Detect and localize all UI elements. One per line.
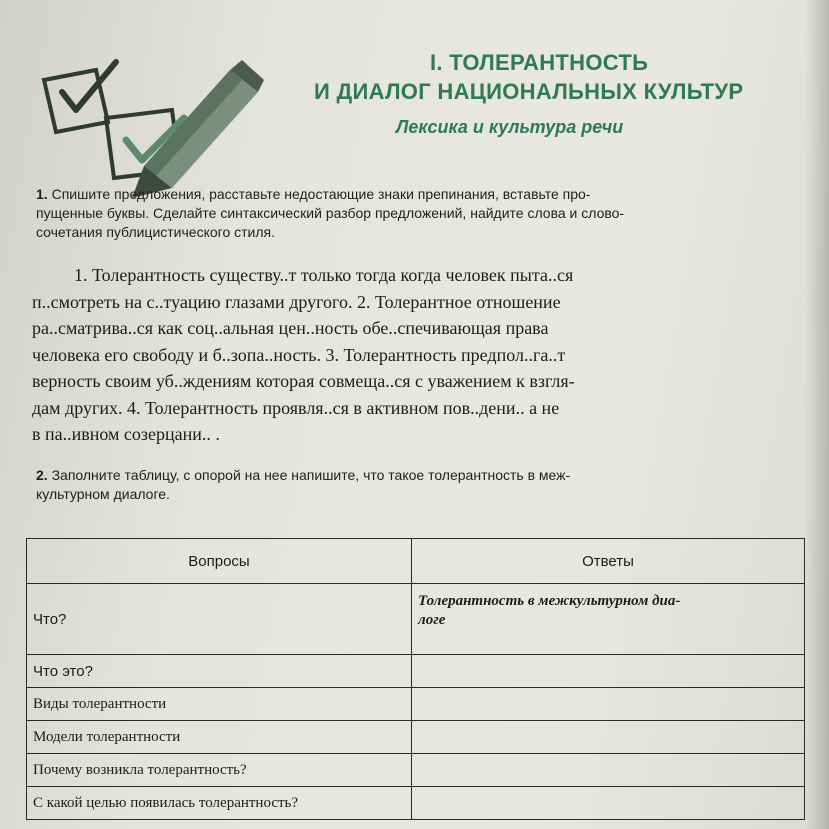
- answer-cell[interactable]: [412, 721, 805, 754]
- answer-cell[interactable]: [412, 655, 805, 688]
- section-title: Лексика и культура речи: [396, 117, 624, 137]
- task-2-number: 2.: [36, 467, 48, 483]
- checkmark-pencil-icon: [34, 48, 264, 198]
- chapter-subtitle: И ДИАЛОГ НАЦИОНАЛЬНЫХ КУЛЬТУР: [314, 79, 744, 104]
- table-row: [27, 787, 805, 820]
- question-cell: Что это?: [27, 655, 412, 688]
- table-row: [27, 688, 805, 721]
- task-1-line: пущенные буквы. Сделайте синтаксический разбор предложений, найдите слова и слово-: [36, 205, 625, 221]
- exercise-line: ра..сматрива..ся как соц..альная цен..ность обе..спечивающая права: [32, 318, 549, 338]
- table-row: [27, 721, 805, 754]
- header-questions: Вопросы: [27, 539, 412, 584]
- answer-cell[interactable]: [412, 754, 805, 787]
- question-cell: Виды толерантности: [27, 688, 412, 721]
- exercise-line: человека его свободу и б..зопа..ность. 3. Толерантность предпол..га..т: [32, 344, 566, 365]
- table-row: [27, 754, 805, 787]
- task-1-line: сочетания публицистического стиля.: [36, 224, 275, 240]
- chapter-title: I. ТОЛЕРАНТНОСТЬ: [430, 50, 649, 75]
- page-gutter-shadow: [805, 0, 829, 829]
- question-cell: Модели толерантности: [27, 721, 412, 754]
- task-2-line: 2. Заполните таблицу, с опорой на нее напишите, что такое толерантность в меж-: [36, 467, 571, 483]
- question-cell: Почему возникла толерантность?: [27, 754, 412, 787]
- exercise-line: верность своим уб..ждениям которая совмеща..ся с уважением к взгля-: [32, 371, 575, 391]
- exercise-line: п..смотреть на с..туацию глазами другого. 2. Толерантное отношение: [32, 291, 561, 312]
- table-row: [27, 655, 805, 688]
- table-row: [27, 584, 805, 655]
- task-1-line: 1. Спишите предложения, расставьте недостающие знаки препинания, вставьте про-: [36, 186, 591, 202]
- task-2-line: культурном диалоге.: [36, 486, 170, 502]
- table-header-row: [27, 539, 805, 584]
- exercise-line: в па..ивном созерцани.. .: [32, 424, 220, 444]
- question-cell: Что?: [27, 584, 412, 655]
- task-1-instruction: [36, 185, 796, 242]
- task-2-instruction: [36, 466, 796, 504]
- exercise-line: 1. Толерантность существу..т только тогда когда человек пыта..ся: [74, 265, 574, 285]
- exercise-line: дам других. 4. Толерантность проявля..ся в активном пов..дени.. а не: [32, 397, 560, 418]
- answer-cell[interactable]: Толерантность в межкультурном диа- логе: [412, 584, 805, 655]
- header-answers: Ответы: [412, 539, 805, 584]
- pencil-icon: [132, 60, 264, 198]
- answers-table: [26, 538, 805, 820]
- task-1-number: 1.: [36, 186, 48, 202]
- answer-cell[interactable]: [412, 787, 805, 820]
- question-cell: С какой целью появилась толерантность?: [27, 787, 412, 820]
- exercise-text: [32, 262, 805, 448]
- answer-cell[interactable]: [412, 688, 805, 721]
